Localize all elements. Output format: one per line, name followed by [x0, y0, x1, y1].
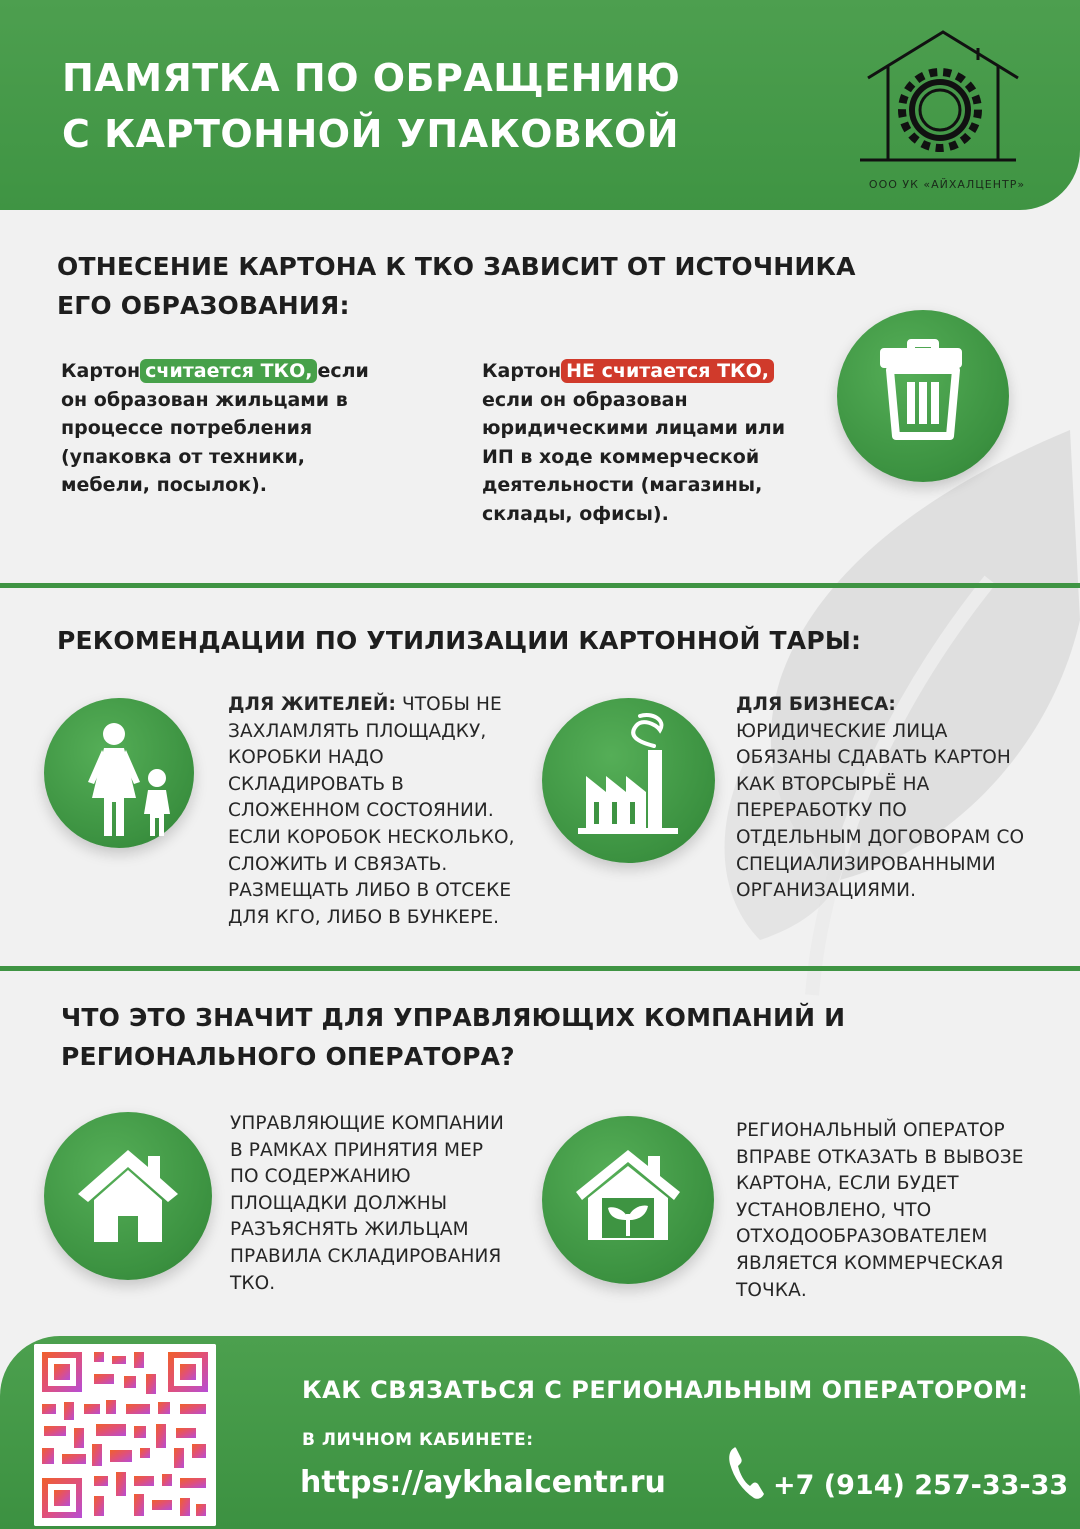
- operator-line: ТОЧКА.: [736, 1279, 807, 1301]
- trash-bin-circle: [837, 310, 1009, 482]
- house-circle: [44, 1112, 212, 1280]
- tko-no-line: склады, офисы).: [482, 502, 669, 525]
- section-2-title: РЕКОМЕНДАЦИИ ПО УТИЛИЗАЦИИ КАРТОННОЙ ТАРЫ:: [57, 626, 862, 655]
- operator-line: ВПРАВЕ ОТКАЗАТЬ В ВЫВОЗЕ: [736, 1146, 1024, 1168]
- section-3-title: [61, 998, 845, 1076]
- companies-line: ПЛОЩАДКИ ДОЛЖНЫ: [230, 1192, 448, 1214]
- tko-yes-suffix: если: [317, 360, 369, 382]
- contact-title: КАК СВЯЗАТЬСЯ С РЕГИОНАЛЬНЫМ ОПЕРАТОРОМ:: [302, 1376, 1029, 1404]
- business-line: СПЕЦИАЛИЗИРОВАННЫМИ: [736, 853, 996, 875]
- business-line: ПЕРЕРАБОТКУ ПО: [736, 800, 907, 822]
- tko-no-paragraph: [482, 357, 832, 528]
- residents-line: КОРОБКИ НАДО: [228, 747, 384, 769]
- operator-line: УСТАНОВЛЕНО, ЧТО: [736, 1199, 932, 1221]
- residents-line: РАЗМЕЩАТЬ ЛИБО В ОТСЕКЕ: [228, 880, 512, 902]
- companies-line: УПРАВЛЯЮЩИЕ КОМПАНИИ: [230, 1113, 504, 1134]
- tko-yes-line: процессе потребления: [61, 417, 313, 439]
- section-3-title-line-2: РЕГИОНАЛЬНОГО ОПЕРАТОРА?: [61, 1042, 515, 1071]
- tko-no-badge: НЕ считается ТКО,: [561, 359, 774, 383]
- companies-paragraph: [230, 1111, 530, 1297]
- eco-house-icon: [542, 1116, 714, 1284]
- tko-no-prefix: Картон: [482, 360, 562, 382]
- residents-label: ДЛЯ ЖИТЕЛЕЙ:: [228, 694, 396, 715]
- tko-no-line: если он образован: [482, 388, 688, 411]
- tko-no-line: ИП в ходе коммерческой: [482, 445, 760, 468]
- website-link[interactable]: https://aykhalcentr.ru: [300, 1465, 666, 1500]
- trash-bin-icon: [837, 310, 1009, 482]
- qr-code-icon[interactable]: [34, 1344, 216, 1526]
- residents-line: ЗАХЛАМЛЯТЬ ПЛОЩАДКУ,: [228, 720, 487, 742]
- phone-number[interactable]: +7 (914) 257-33-33: [773, 1470, 1069, 1501]
- page-title: [62, 50, 822, 162]
- business-line: ОРГАНИЗАЦИЯМИ.: [736, 880, 917, 902]
- residents-line: СЛОЖЕННОМ СОСТОЯНИИ.: [228, 800, 494, 822]
- tko-yes-paragraph: [61, 357, 441, 500]
- companies-line: ТКО.: [230, 1272, 276, 1294]
- operator-paragraph: [736, 1118, 1056, 1304]
- residents-paragraph: [228, 692, 538, 931]
- tko-no-line: деятельности (магазины,: [482, 474, 763, 496]
- operator-line: КАРТОНА, ЕСЛИ БУДЕТ: [736, 1173, 959, 1195]
- family-circle: [44, 698, 194, 848]
- residents-line: ДЛЯ КГО, ЛИБО В БУНКЕРЕ.: [228, 906, 500, 928]
- factory-icon: [542, 698, 715, 863]
- eco-house-circle: [542, 1116, 714, 1284]
- tko-yes-line: мебели, посылок).: [61, 474, 268, 496]
- page-title-line-2: С КАРТОННОЙ УПАКОВКОЙ: [62, 112, 680, 156]
- house-gear-logo-icon: [848, 26, 1038, 201]
- section-divider-1: [0, 583, 1080, 588]
- business-paragraph: [736, 692, 1056, 905]
- house-icon: [44, 1112, 212, 1280]
- business-line: ЮРИДИЧЕСКИЕ ЛИЦА: [736, 720, 948, 742]
- residents-line: ЕСЛИ КОРОБОК НЕСКОЛЬКО,: [228, 826, 515, 848]
- section-divider-2: [0, 966, 1080, 971]
- operator-line: ЯВЛЯЕТСЯ КОММЕРЧЕСКАЯ: [736, 1252, 1004, 1274]
- business-line: ОБЯЗАНЫ СДАВАТЬ КАРТОН: [736, 747, 1011, 769]
- companies-line: РАЗЪЯСНЯТЬ ЖИЛЬЦАМ: [230, 1219, 469, 1241]
- section-1-title: [57, 247, 856, 325]
- operator-line: ОТХОДООБРАЗОВАТЕЛЕМ: [736, 1226, 988, 1248]
- tko-yes-prefix: Картон: [61, 360, 141, 382]
- companies-line: В РАМКАХ ПРИНЯТИЯ МЕР: [230, 1139, 484, 1161]
- companies-line: ПРАВИЛА СКЛАДИРОВАНИЯ: [230, 1245, 502, 1267]
- family-icon: [44, 698, 194, 848]
- logo-caption: ООО УК «АЙХАЛЦЕНТР»: [868, 178, 1026, 191]
- residents-line: СКЛАДИРОВАТЬ В: [228, 773, 404, 795]
- tko-yes-line: он образован жильцами в: [61, 388, 348, 411]
- section-1-title-line-2: ЕГО ОБРАЗОВАНИЯ:: [57, 291, 350, 320]
- page-title-line-1: ПАМЯТКА ПО ОБРАЩЕНИЮ: [62, 56, 681, 100]
- operator-line: РЕГИОНАЛЬНЫЙ ОПЕРАТОР: [736, 1120, 1005, 1141]
- section-3-title-line-1: ЧТО ЭТО ЗНАЧИТ ДЛЯ УПРАВЛЯЮЩИХ КОМПАНИЙ И: [61, 1003, 846, 1032]
- tko-yes-badge: считается ТКО,: [140, 359, 317, 383]
- residents-line: СЛОЖИТЬ И СВЯЗАТЬ.: [228, 853, 448, 875]
- business-line: ОТДЕЛЬНЫМ ДОГОВОРАМ СО: [736, 826, 1025, 848]
- section-1-title-line-1: ОТНЕСЕНИЕ КАРТОНА К ТКО ЗАВИСИТ ОТ ИСТОЧНИКА: [57, 252, 856, 281]
- factory-circle: [542, 698, 715, 863]
- business-label: ДЛЯ БИЗНЕСА:: [736, 694, 896, 715]
- phone-icon: [726, 1444, 768, 1502]
- tko-no-line: юридическими лицами или: [482, 417, 786, 439]
- residents-line: ЧТОБЫ НЕ: [401, 694, 502, 715]
- business-line: КАК ВТОРСЫРЬЁ НА: [736, 773, 930, 795]
- contact-subtitle: В ЛИЧНОМ КАБИНЕТЕ:: [302, 1430, 534, 1450]
- companies-line: ПО СОДЕРЖАНИЮ: [230, 1166, 411, 1188]
- tko-yes-line: (упаковка от техники,: [61, 445, 306, 468]
